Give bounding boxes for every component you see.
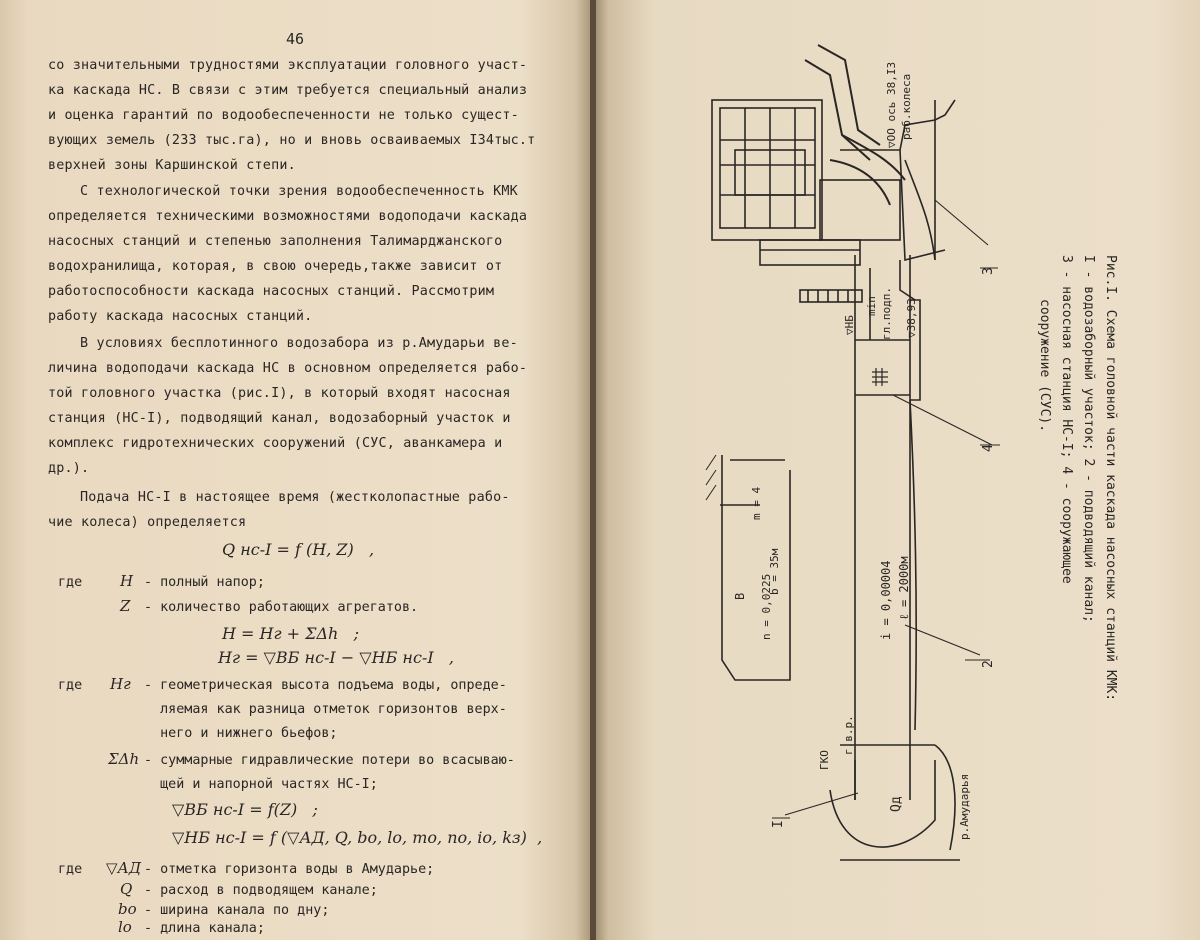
text-line: насосных станций и степенью заполнения Талимарджанского [48,234,503,249]
label-roughness: n = 0,0225 [760,573,773,640]
callout-4: 4 [981,444,996,452]
text-line: Подача НС-I в настоящее время (жестколопастные рабо- [80,490,510,505]
symbol-lo: lo [118,918,132,936]
label-min: min [865,296,878,316]
text-line: и оценка гарантий по водообеспеченности не только сущест- [48,108,519,123]
definition-hg: ляемая как разница отметок горизонтов верх- [144,702,507,717]
label-slope: i = 0,00004 [879,560,893,640]
text-line: определяется техническими возможностями водоподачи каскада [48,209,528,224]
pumping-station-drawing [712,45,955,300]
definition-ad: - отметка горизонта воды в Амударье; [144,862,435,877]
definition-dh: - суммарные гидравлические потери во всасываю- [144,753,515,768]
definition-dh: щей и напорной частях НС-I; [144,777,378,792]
label-gr-podp: гл.подп. [880,287,893,340]
forebay-structure-drawing [800,255,920,800]
caption-line: сооружение (СУС). [1037,299,1052,433]
symbol-q: Q [120,880,133,898]
label-gko: ГКО [818,750,831,770]
text-line: работоспособности каскада насосных станций. Рассмотрим [48,284,495,299]
text-line: той головного участка (рис.I), в который входят насосная [48,386,511,401]
figure-caption [1037,255,1118,702]
where-label: где [58,678,83,693]
callout-1: I [771,820,786,828]
formula-vb: ▽ВБ нс-I = f(Z) ; [172,800,318,819]
where-label: где [58,862,83,877]
label-gvr: г.в.р. [842,715,855,755]
text-line: В условиях бесплотинного водозабора из р.Амударьи ве- [80,336,518,351]
text-line: личина водоподачи каскада НС в основном определяется рабо- [48,361,528,376]
symbol-z: Z [120,597,131,615]
text-line: др.). [48,461,90,476]
formula-q: Q нс-I = f (H, Z) , [222,540,375,559]
symbol-ad: ▽АД [106,859,142,877]
symbol-dh: ΣΔh [108,750,140,768]
definition-z: - количество работающих агрегатов. [144,600,419,615]
text-line: вующих земель (233 тыс.га), но и вновь осваиваемых I34тыс.т [48,133,536,148]
definition-lo: - длина канала; [144,921,265,936]
formula-h: H = Hг + ΣΔh ; [222,624,359,643]
text-line: работу каскада насосных станций. [48,309,313,324]
formula-nb: ▽НБ нс-I = f (▽АД, Q, bo, lo, mo, no, io, kз) , [172,828,543,847]
symbol-h: H [120,572,134,590]
callout-3: 3 [981,267,996,275]
text-line: ка каскада НС. В связи с этим требуется специальный анализ [48,83,528,98]
definition-hg: него и нижнего бьефов; [144,726,338,741]
page-number: 46 [286,30,305,48]
text-line: водохранилища, которая, в свою очередь,также зависит от [48,259,503,274]
symbol-bo: bo [118,900,137,918]
caption-line: 3 - насосная станция НС-I; 4 - сооружающее [1059,255,1074,584]
label-length: ℓ = 2000м [897,556,911,620]
label-top-wheel: раб.колеса [900,73,913,140]
callout-2: 2 [981,660,996,668]
label-width: b = 35м [768,548,781,595]
definition-q: - расход в подводящем канале; [144,883,378,898]
formula-hg: Hг = ▽ВБ нс-I − ▽НБ нс-I , [218,648,454,667]
caption-line: Рис.I. Схема головной части каскада насосных станций КМК: [1103,255,1118,702]
text-line: со значительными трудностями эксплуатации головного участ- [48,58,528,73]
label-m: m = 4 [750,486,763,520]
symbol-hg: Hг [110,675,131,693]
label-qd: Qд [889,796,904,812]
label-3893: ▽38,93 [905,298,918,338]
label-nb: ▽НБ [843,315,856,335]
text-line: комплекс гидротехнических сооружений (СУС, аванкамера и [48,436,503,451]
label-section-b: В [733,592,747,600]
definition-hg: - геометрическая высота подъема воды, опреде- [144,678,507,693]
label-amudarya: р.Амударья [958,773,971,840]
definition-bo: - ширина канала по дну; [144,903,330,918]
text-line: верхней зоны Каршинской степи. [48,158,296,173]
where-label: где [58,575,83,590]
text-line: чие колеса) определяется [48,515,247,530]
label-top-axis: ▽ОО ось 38,I3 [885,61,898,148]
text-line: С технологической точки зрения водообеспеченность КМК [80,184,518,199]
text-line: станция (НС-I), подводящий канал, водозаборный участок и [48,411,511,426]
definition-h: - полный напор; [144,575,265,590]
caption-line: I - водозаборный участок; 2 - подводящий канал; [1081,255,1096,623]
